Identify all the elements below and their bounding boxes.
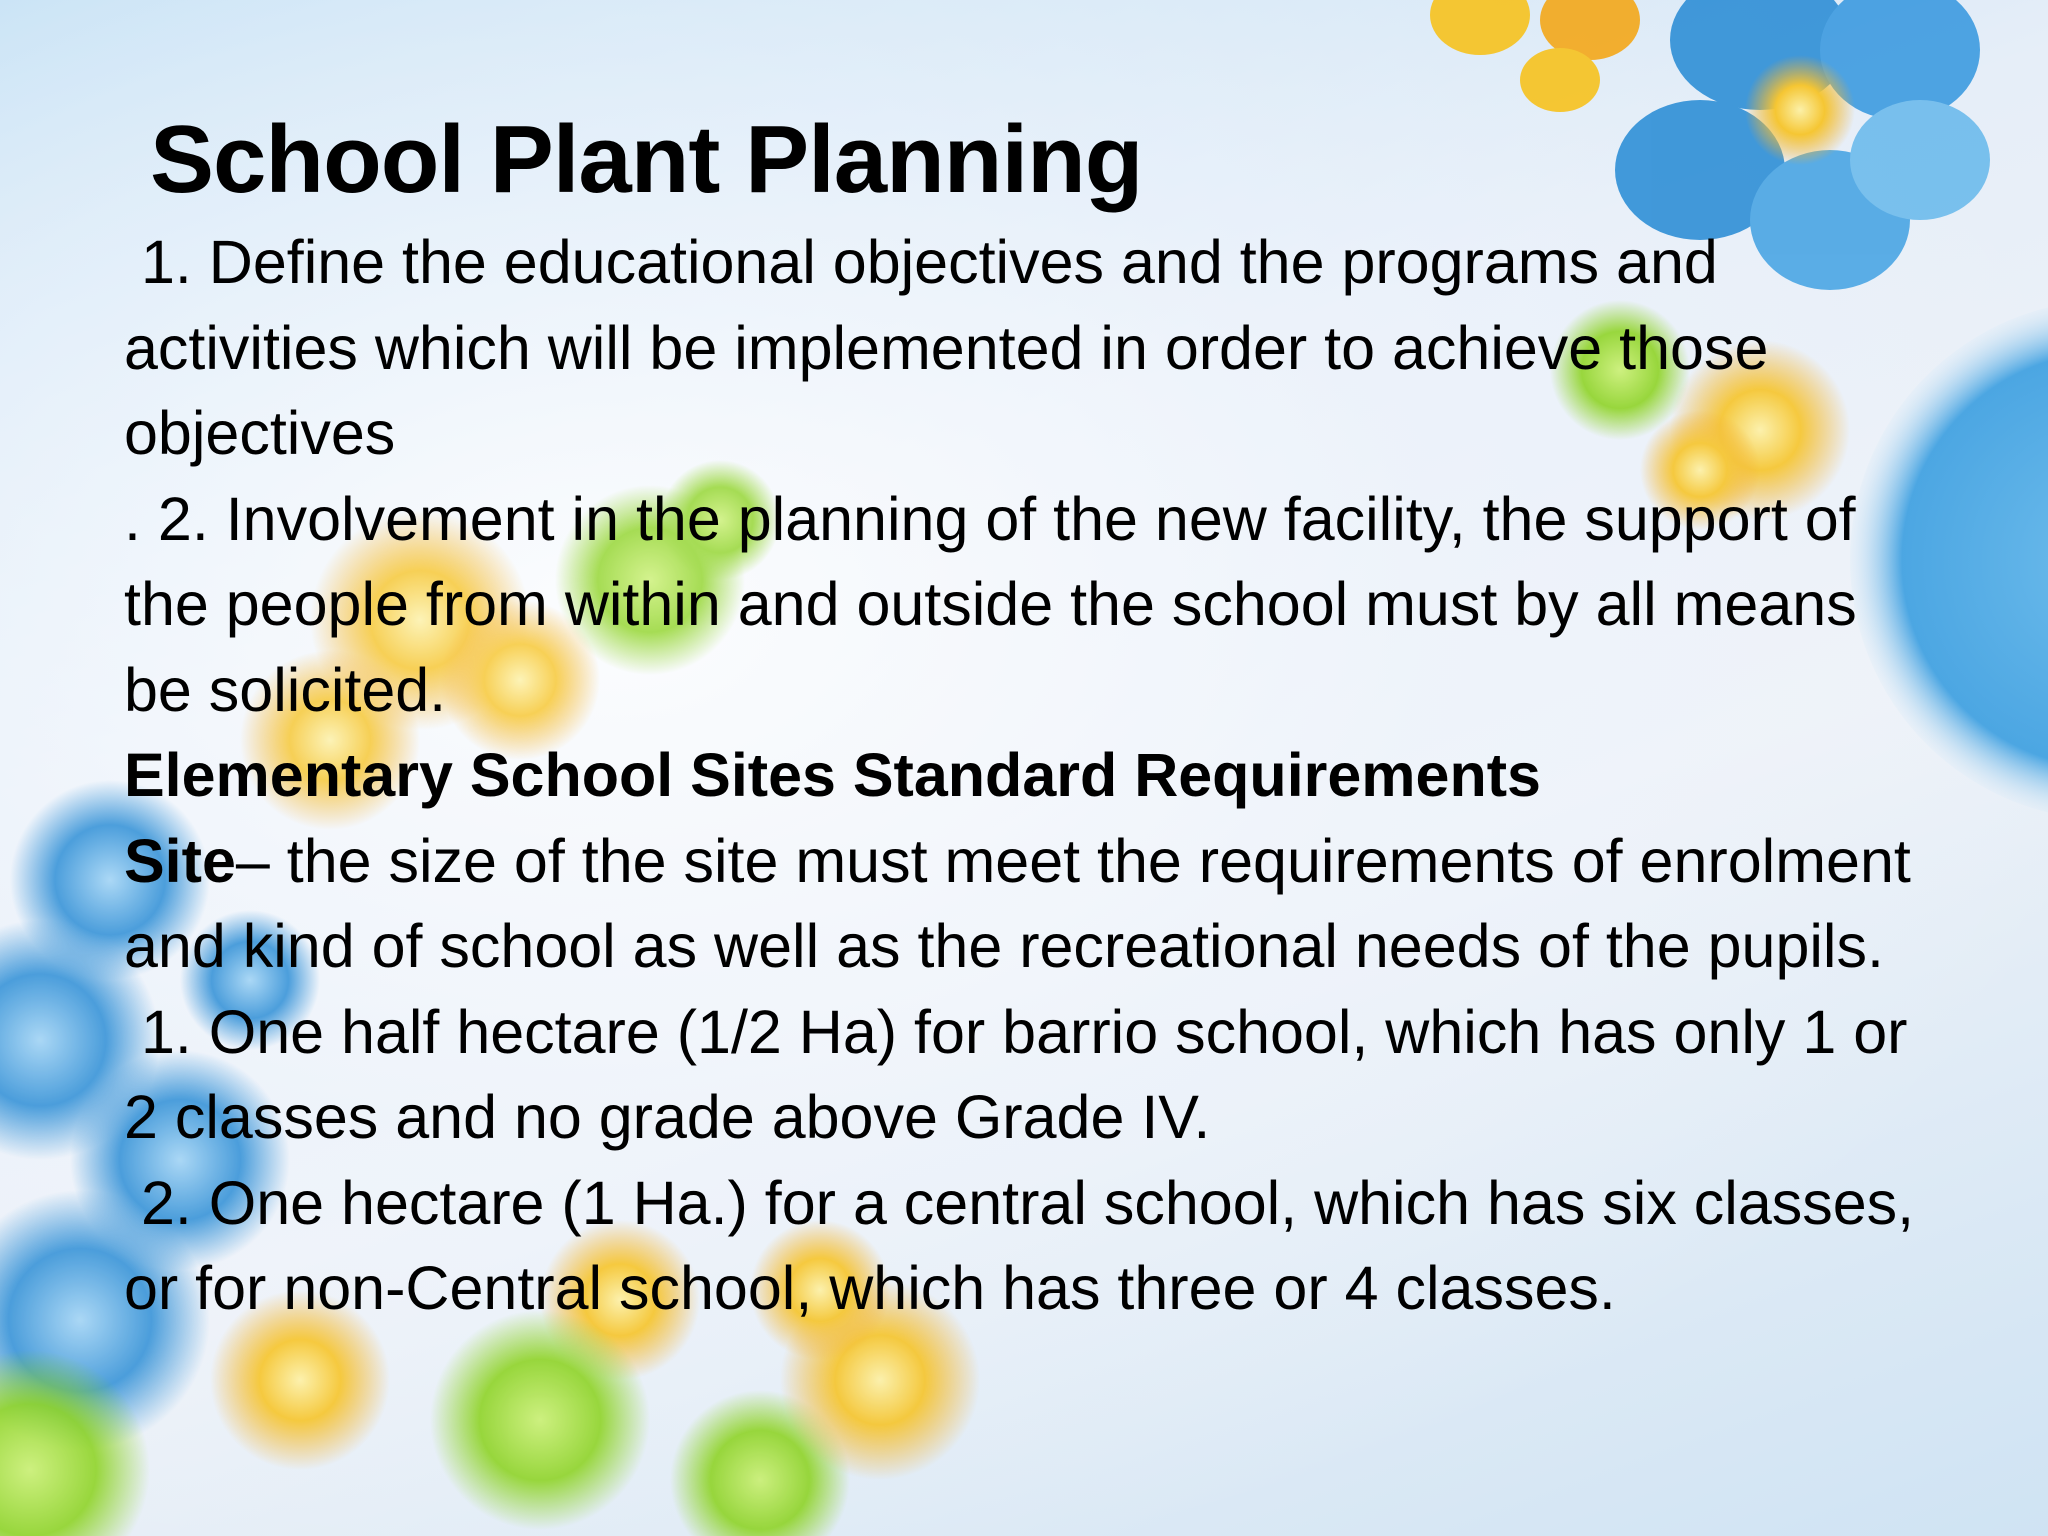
slide-title: School Plant Planning [150,106,1143,213]
site-text: – the size of the site must meet the requirements of enrolment and kind of school as well as the recreational needs of the pupils. [124,826,1928,980]
site-label: Site [124,826,236,895]
site-paragraph [124,819,1928,990]
requirement-central-school: 2. One hectare (1 Ha.) for a central school, which has six classes, or for non-Central school, which has three or 4 classes. [124,1168,1932,1322]
yellow-flower-top [1430,0,1640,112]
slide-content [124,100,1932,1332]
requirement-barrio-school: 1. One half hectare (1/2 Ha) for barrio school, which has only 1 or 2 classes and no grade above Grade IV. [124,997,1925,1151]
section-heading: Elementary School Sites Standard Requirements [124,741,1541,809]
list-item-objectives: 1. Define the educational objectives and the programs and activities which will be implemented in order to achieve those objectives [124,228,1786,467]
list-item-involvement: . 2. Involvement in the planning of the new facility, the support of the people from within and outside the school must by all means be solicited. [124,484,1874,724]
